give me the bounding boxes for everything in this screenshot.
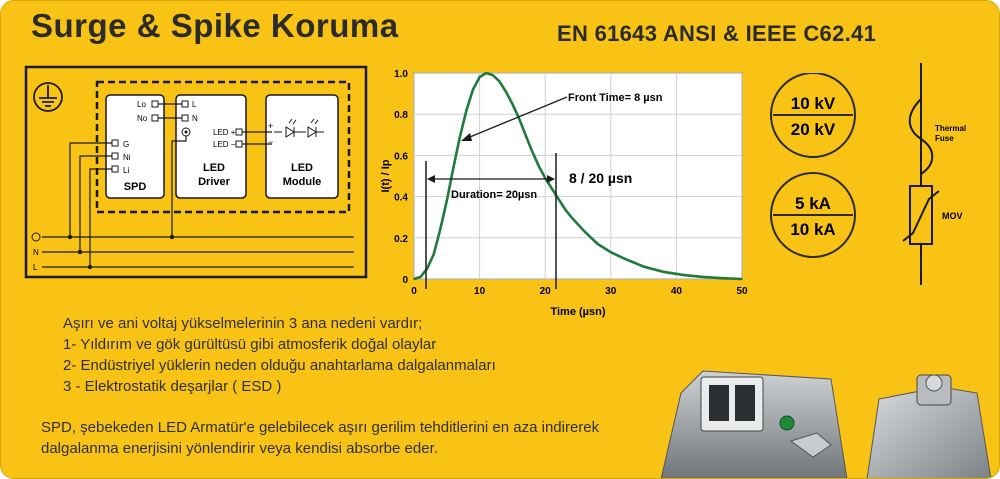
chart-x-tick-label: 0 — [411, 286, 417, 297]
chart-data-point — [597, 243, 599, 245]
chart-x-axis-label: Time (µsn) — [550, 306, 606, 318]
chart-x-tick-label: 30 — [605, 286, 617, 297]
chart-data-point — [472, 89, 474, 91]
chart-data-point — [722, 277, 724, 279]
terminal-no — [152, 115, 158, 121]
chart-data-point — [662, 271, 664, 273]
spd-output-no: No — [137, 114, 148, 123]
driver-input-l: L — [192, 100, 197, 109]
mov-label: MOV — [942, 211, 963, 221]
current-rating-badge — [771, 173, 855, 257]
spd-terminal-slot — [709, 385, 729, 421]
chart-data-point — [498, 80, 500, 82]
chart-data-point — [413, 278, 415, 280]
chart-x-tick-label: 50 — [736, 286, 748, 297]
mains-label-l: L — [33, 263, 38, 272]
spd-label: SPD — [123, 181, 147, 193]
driver-terminal-l — [182, 101, 188, 107]
spd-terminal-slot — [735, 385, 755, 421]
thermal-fuse-label-line2: Fuse — [935, 134, 954, 143]
mains-label-n: N — [33, 248, 39, 257]
chart-data-point — [485, 72, 487, 74]
junction-n — [78, 250, 82, 254]
current-rating-bottom: 10 kA — [790, 220, 836, 239]
voltage-rating-top: 10 kV — [790, 94, 836, 113]
chart-data-point — [518, 118, 520, 120]
chart-data-point — [433, 253, 435, 255]
spd-input-g: G — [123, 140, 130, 149]
chart-data-point — [446, 200, 448, 202]
driver-terminal-minus — [236, 141, 242, 147]
front-time-annotation: Front Time= 8 µsn — [568, 92, 663, 104]
chart-y-tick-label: 0.2 — [394, 233, 408, 245]
chart-data-point — [453, 167, 455, 169]
spd-output-lo: Lo — [137, 100, 146, 109]
chart-data-point — [571, 216, 573, 218]
driver-terminal-n — [182, 115, 188, 121]
chart-data-point — [466, 109, 468, 111]
chart-y-tick-label: 0.4 — [394, 192, 408, 204]
chart-y-tick-label: 1.0 — [394, 69, 408, 80]
spd-description-paragraph: SPD, şebekeden LED Armatür'e gelebilecek aşırı gerilim tehditlerini en aza indirerek dalgalanma enerjisini yönlendirir veya kendisi absorbe eder. — [41, 419, 600, 457]
cause-item: 2- Endüstriyel yüklerin neden olduğu anahtarlama dalgalanmaları — [63, 357, 496, 374]
chart-data-point — [512, 103, 514, 105]
chart-data-point — [538, 165, 540, 167]
chart-y-tick-label: 0.8 — [394, 110, 408, 122]
junction-l — [88, 265, 92, 269]
driver-terminal-plus — [236, 129, 242, 135]
driver-input-n: N — [192, 114, 198, 123]
module-label-line2: Module — [282, 176, 322, 188]
chart-x-tick-label: 20 — [539, 286, 551, 297]
chart-data-point — [564, 208, 566, 210]
driver-label-line1: LED — [203, 162, 225, 174]
chart-data-point — [610, 251, 612, 253]
chart-data-point — [702, 276, 704, 278]
module-plus-sign: + — [268, 121, 274, 131]
surge-waveform-chart — [369, 61, 759, 323]
junction-earth — [68, 235, 72, 239]
module-label-line1: LED — [291, 162, 313, 174]
chart-y-tick-label: 0.6 — [394, 151, 408, 163]
page-title: Surge & Spike Koruma — [31, 7, 399, 44]
chart-x-tick-label: 10 — [474, 286, 486, 297]
current-rating-top: 5 kA — [795, 194, 831, 213]
driver-output-plus: LED + — [213, 128, 236, 137]
chart-data-point — [420, 276, 422, 278]
chart-data-point — [623, 258, 625, 260]
spd-product-photo — [641, 353, 999, 479]
thermal-fuse-label-line1: Thermal — [935, 124, 967, 133]
chart-data-point — [558, 198, 560, 200]
chart-data-point — [492, 74, 494, 76]
chart-data-point — [584, 231, 586, 233]
fuse-mov-symbol — [891, 59, 991, 291]
module-minus-sign: − — [268, 137, 274, 147]
driver-screw-icon — [926, 375, 942, 391]
terminal-g — [112, 140, 118, 146]
waveform-annotation: 8 / 20 µsn — [569, 170, 633, 186]
chart-data-point — [643, 266, 645, 268]
cause-item: 1- Yıldırım ve gök gürültüsü gibi atmosferik doğal olaylar — [63, 336, 437, 353]
driver-output-minus: LED − — [213, 140, 236, 149]
terminal-li — [112, 166, 118, 172]
chart-data-point — [459, 136, 461, 138]
standard-reference: EN 61643 ANSI & IEEE C62.41 — [557, 21, 877, 46]
terminal-lo — [152, 101, 158, 107]
driver-earth-terminal-inner — [185, 131, 188, 134]
cause-item: 3 - Elektrostatik deşarjlar ( ESD ) — [63, 378, 282, 395]
chart-data-point — [741, 278, 743, 280]
chart-x-tick-label: 40 — [670, 286, 682, 297]
chart-data-point — [682, 274, 684, 276]
ratings — [761, 73, 871, 263]
spd-input-ni: Ni — [123, 153, 131, 162]
duration-annotation: Duration= 20µsn — [451, 189, 538, 201]
terminal-ni — [112, 153, 118, 159]
spd-status-led-icon — [780, 416, 794, 430]
chart-data-point — [525, 134, 527, 136]
surge-causes-list — [63, 313, 623, 397]
junction-driver-earth — [170, 235, 174, 239]
chart-data-point — [551, 188, 553, 190]
causes-intro: Aşırı ve ani voltaj yükselmelerinin 3 ana nedeni vardır; — [63, 315, 423, 332]
chart-y-axis-label: I(t) / Ip — [380, 159, 392, 193]
chart-data-point — [505, 91, 507, 93]
chart-y-tick-label: 0 — [402, 275, 408, 286]
chart-data-point — [479, 76, 481, 78]
chart-data-point — [531, 150, 533, 152]
spd-input-li: Li — [123, 166, 130, 175]
voltage-rating-badge — [771, 73, 855, 157]
wiring-diagram — [24, 65, 370, 281]
chart-data-point — [439, 229, 441, 231]
voltage-rating-bottom: 20 kV — [790, 120, 836, 139]
driver-label-line2: Driver — [198, 176, 230, 188]
